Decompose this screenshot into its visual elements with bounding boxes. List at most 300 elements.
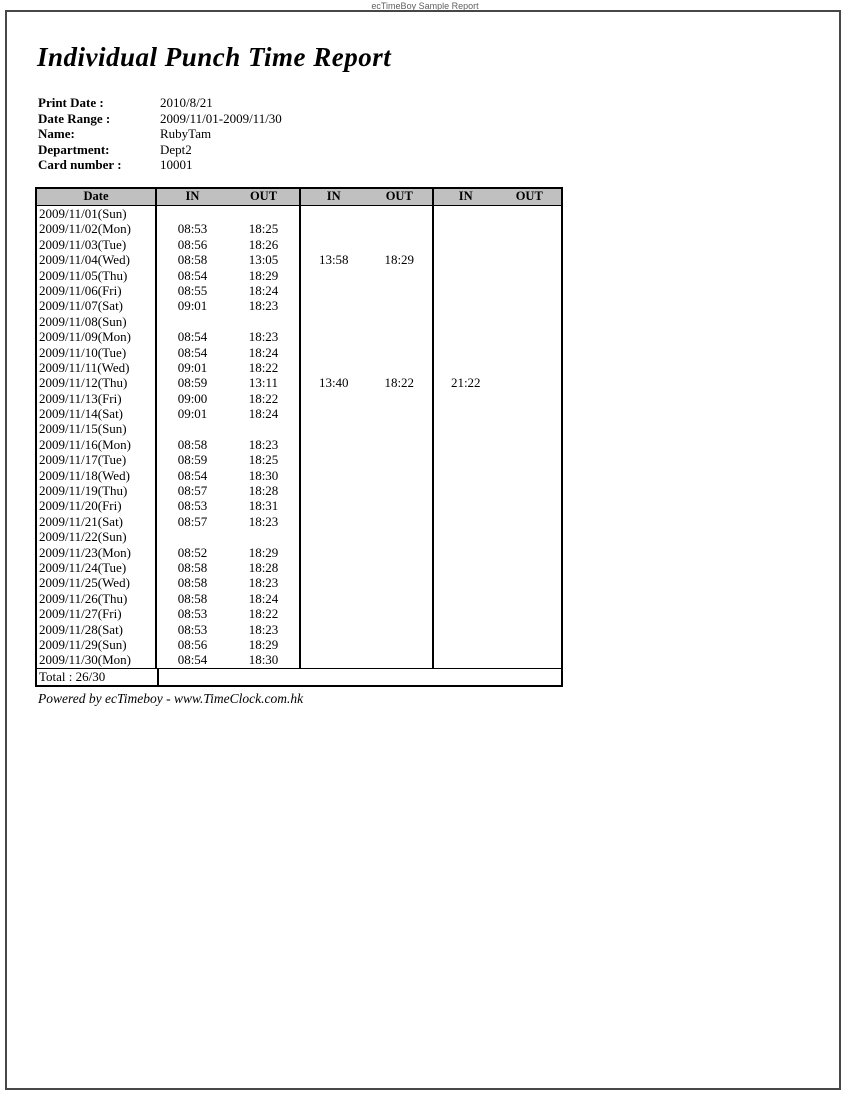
time-cell [498, 268, 562, 283]
time-cell [434, 206, 498, 221]
date-cell: 2009/11/28(Sat) [39, 621, 124, 637]
time-cell: 08:54 [177, 344, 208, 360]
punch-group-3 [432, 345, 561, 360]
time-cell: 18:30 [248, 652, 279, 668]
time-cell [498, 468, 562, 483]
time-cell [228, 206, 299, 221]
time-cell [498, 575, 562, 590]
punch-group-3 [432, 329, 561, 344]
time-cell: 08:57 [177, 513, 208, 529]
time-cell: 18:29 [384, 252, 415, 268]
col-header-in-2: IN [326, 189, 341, 203]
punch-group-2 [299, 622, 432, 637]
time-cell [367, 529, 433, 544]
col-header-date: Date [83, 189, 109, 203]
table-row [37, 375, 561, 390]
punch-group-3 [432, 591, 561, 606]
table-row [37, 575, 561, 590]
time-cell [434, 529, 498, 544]
time-cell [301, 468, 367, 483]
time-cell [498, 652, 562, 667]
time-cell [301, 283, 367, 298]
time-cell [367, 622, 433, 637]
time-cell [434, 652, 498, 667]
punch-group-3 [432, 498, 561, 513]
time-cell: 18:31 [248, 498, 279, 514]
time-cell [498, 360, 562, 375]
time-cell [301, 360, 367, 375]
date-cell: 2009/11/18(Wed) [39, 467, 130, 483]
punch-group-2 [299, 545, 432, 560]
time-cell [434, 421, 498, 436]
time-cell: 18:25 [248, 452, 279, 468]
time-cell [301, 622, 367, 637]
info-value: 2009/11/01-2009/11/30 [160, 110, 282, 126]
table-row [37, 622, 561, 637]
info-value: RubyTam [160, 126, 212, 142]
time-cell: 08:58 [177, 252, 208, 268]
time-cell [301, 498, 367, 513]
time-cell: 13:40 [318, 375, 349, 391]
table-row [37, 237, 561, 252]
time-cell [498, 283, 562, 298]
report-info [38, 95, 282, 173]
punch-group-3 [432, 529, 561, 544]
time-cell [301, 514, 367, 529]
punch-group-3 [432, 221, 561, 236]
time-cell [434, 237, 498, 252]
time-cell: 08:57 [177, 483, 208, 499]
time-cell [367, 360, 433, 375]
time-cell [367, 406, 433, 421]
date-cell: 2009/11/03(Tue) [39, 236, 127, 252]
table-row [37, 545, 561, 560]
time-cell [301, 268, 367, 283]
time-cell [301, 483, 367, 498]
table-row [37, 360, 561, 375]
time-cell [367, 514, 433, 529]
time-cell: 08:56 [177, 636, 208, 652]
info-value: 10001 [160, 157, 193, 173]
time-cell [498, 529, 562, 544]
time-cell [301, 560, 367, 575]
time-cell [498, 622, 562, 637]
time-cell: 08:59 [177, 452, 208, 468]
date-cell: 2009/11/14(Sat) [39, 406, 124, 422]
date-cell: 2009/11/08(Sun) [39, 313, 127, 329]
time-cell [228, 529, 299, 544]
punch-group-2 [299, 283, 432, 298]
time-cell: 21:22 [450, 375, 481, 391]
table-row [37, 637, 561, 652]
time-cell: 09:00 [177, 390, 208, 406]
punch-group-2 [299, 375, 432, 390]
date-cell: 2009/11/06(Fri) [39, 282, 122, 298]
time-cell [434, 606, 498, 621]
date-cell: 2009/11/10(Tue) [39, 344, 127, 360]
time-cell [301, 437, 367, 452]
time-cell [367, 314, 433, 329]
table-row [37, 252, 561, 267]
punch-group-1 [155, 375, 299, 390]
col-header-out-2: OUT [385, 189, 413, 203]
table-body [37, 206, 561, 668]
date-cell: 2009/11/05(Thu) [39, 267, 128, 283]
time-cell [434, 452, 498, 467]
table-header-row [37, 189, 561, 206]
time-cell: 08:58 [177, 559, 208, 575]
time-cell [367, 652, 433, 667]
time-cell [498, 483, 562, 498]
time-cell: 08:54 [177, 329, 208, 345]
time-cell: 18:23 [248, 575, 279, 591]
time-cell [498, 314, 562, 329]
table-row [37, 483, 561, 498]
time-cell [498, 345, 562, 360]
date-cell: 2009/11/04(Wed) [39, 252, 130, 268]
header-group-3 [432, 189, 561, 205]
time-cell [498, 606, 562, 621]
punch-group-1 [155, 560, 299, 575]
time-cell [367, 498, 433, 513]
punch-group-3 [432, 622, 561, 637]
punch-group-2 [299, 237, 432, 252]
time-cell [301, 575, 367, 590]
date-cell: 2009/11/13(Fri) [39, 390, 122, 406]
time-cell: 09:01 [177, 298, 208, 314]
punch-group-1 [155, 314, 299, 329]
punch-group-1 [155, 360, 299, 375]
punch-group-1 [155, 345, 299, 360]
punch-group-1 [155, 252, 299, 267]
time-cell [367, 268, 433, 283]
punch-group-3 [432, 637, 561, 652]
table-row [37, 268, 561, 283]
table-row [37, 529, 561, 544]
punch-group-3 [432, 360, 561, 375]
time-cell [367, 221, 433, 236]
time-cell [301, 637, 367, 652]
time-cell [498, 206, 562, 221]
time-cell [367, 206, 433, 221]
date-cell: 2009/11/11(Wed) [39, 359, 130, 375]
punch-table [35, 187, 563, 687]
time-cell: 09:01 [177, 406, 208, 422]
info-label: Card number : [38, 157, 122, 173]
time-cell [157, 314, 228, 329]
punch-group-2 [299, 606, 432, 621]
table-row [37, 314, 561, 329]
punch-group-3 [432, 206, 561, 221]
page-title: Individual Punch Time Report [37, 42, 392, 72]
time-cell: 08:53 [177, 606, 208, 622]
punch-group-1 [155, 468, 299, 483]
date-cell: 2009/11/09(Mon) [39, 329, 131, 345]
time-cell: 18:24 [248, 406, 279, 422]
time-cell: 08:58 [177, 575, 208, 591]
time-cell: 18:24 [248, 344, 279, 360]
punch-group-1 [155, 221, 299, 236]
punch-group-3 [432, 514, 561, 529]
time-cell: 08:54 [177, 652, 208, 668]
time-cell: 08:53 [177, 498, 208, 514]
punch-group-1 [155, 514, 299, 529]
time-cell [367, 437, 433, 452]
punch-group-2 [299, 529, 432, 544]
punch-group-2 [299, 406, 432, 421]
time-cell [498, 514, 562, 529]
info-row [38, 111, 282, 127]
time-cell: 18:26 [248, 236, 279, 252]
punch-group-2 [299, 560, 432, 575]
table-row [37, 437, 561, 452]
time-cell: 08:53 [177, 221, 208, 237]
date-cell: 2009/11/17(Tue) [39, 452, 127, 468]
time-cell [434, 514, 498, 529]
punch-group-3 [432, 483, 561, 498]
table-row [37, 391, 561, 406]
punch-group-2 [299, 468, 432, 483]
date-cell: 2009/11/22(Sun) [39, 529, 127, 545]
time-cell: 18:23 [248, 513, 279, 529]
time-cell: 18:29 [248, 267, 279, 283]
time-cell: 08:58 [177, 590, 208, 606]
table-row [37, 514, 561, 529]
date-cell: 2009/11/15(Sun) [39, 421, 127, 437]
time-cell [367, 452, 433, 467]
punch-group-3 [432, 468, 561, 483]
time-cell [498, 591, 562, 606]
header-group-1 [155, 189, 299, 205]
time-cell [434, 437, 498, 452]
time-cell [301, 421, 367, 436]
punch-group-3 [432, 252, 561, 267]
time-cell [434, 406, 498, 421]
punch-group-2 [299, 345, 432, 360]
footer-credit: Powered by ecTimeboy - www.TimeClock.com.hk [38, 691, 304, 706]
punch-group-2 [299, 329, 432, 344]
time-cell: 13:05 [248, 252, 279, 268]
punch-group-2 [299, 268, 432, 283]
punch-group-3 [432, 545, 561, 560]
time-cell [157, 421, 228, 436]
time-cell [228, 314, 299, 329]
time-cell [434, 298, 498, 313]
punch-group-1 [155, 437, 299, 452]
date-cell: 2009/11/24(Tue) [39, 559, 127, 575]
punch-group-2 [299, 591, 432, 606]
punch-group-2 [299, 575, 432, 590]
time-cell: 18:23 [248, 329, 279, 345]
table-row [37, 221, 561, 236]
punch-group-2 [299, 483, 432, 498]
time-cell: 08:53 [177, 621, 208, 637]
punch-group-1 [155, 575, 299, 590]
info-label: Name: [38, 126, 75, 142]
table-row [37, 283, 561, 298]
time-cell [434, 483, 498, 498]
info-row [38, 95, 282, 111]
time-cell [434, 314, 498, 329]
table-row [37, 452, 561, 467]
date-cell: 2009/11/12(Thu) [39, 375, 128, 391]
time-cell [301, 545, 367, 560]
table-total-row [37, 668, 561, 685]
info-value: Dept2 [160, 141, 192, 157]
time-cell [301, 237, 367, 252]
time-cell [434, 468, 498, 483]
date-cell: 2009/11/23(Mon) [39, 544, 131, 560]
punch-group-3 [432, 375, 561, 390]
punch-group-3 [432, 391, 561, 406]
punch-group-3 [432, 314, 561, 329]
time-cell [498, 560, 562, 575]
punch-group-2 [299, 298, 432, 313]
punch-group-2 [299, 498, 432, 513]
time-cell [498, 545, 562, 560]
punch-group-1 [155, 483, 299, 498]
time-cell [498, 437, 562, 452]
time-cell [301, 606, 367, 621]
punch-group-2 [299, 437, 432, 452]
date-cell: 2009/11/27(Fri) [39, 606, 122, 622]
time-cell [367, 345, 433, 360]
info-label: Department: [38, 141, 110, 157]
info-label: Print Date : [38, 95, 104, 110]
time-cell: 18:23 [248, 621, 279, 637]
punch-group-1 [155, 391, 299, 406]
punch-group-2 [299, 421, 432, 436]
time-cell: 08:59 [177, 375, 208, 391]
time-cell [498, 637, 562, 652]
time-cell [367, 283, 433, 298]
time-cell [498, 498, 562, 513]
table-row [37, 345, 561, 360]
punch-group-2 [299, 652, 432, 667]
time-cell: 18:22 [248, 606, 279, 622]
punch-group-1 [155, 406, 299, 421]
time-cell [301, 391, 367, 406]
time-cell [367, 421, 433, 436]
time-cell [434, 391, 498, 406]
time-cell [498, 221, 562, 236]
time-cell [301, 329, 367, 344]
punch-group-1 [155, 329, 299, 344]
punch-group-1 [155, 498, 299, 513]
punch-group-1 [155, 591, 299, 606]
time-cell: 13:11 [248, 375, 279, 391]
punch-group-2 [299, 452, 432, 467]
time-cell [434, 498, 498, 513]
time-cell [301, 652, 367, 667]
time-cell [434, 637, 498, 652]
table-row [37, 298, 561, 313]
time-cell [367, 391, 433, 406]
time-cell: 08:52 [177, 544, 208, 560]
table-row [37, 468, 561, 483]
date-cell: 2009/11/16(Mon) [39, 436, 131, 452]
time-cell [367, 575, 433, 590]
date-cell: 2009/11/01(Sun) [39, 206, 127, 221]
table-row [37, 498, 561, 513]
punch-group-3 [432, 237, 561, 252]
time-cell [301, 591, 367, 606]
date-cell: 2009/11/07(Sat) [39, 298, 124, 314]
time-cell: 18:22 [248, 390, 279, 406]
header-group-2 [299, 189, 432, 205]
punch-group-1 [155, 206, 299, 221]
time-cell [367, 606, 433, 621]
time-cell [228, 421, 299, 436]
date-cell: 2009/11/02(Mon) [39, 221, 131, 237]
time-cell [498, 252, 562, 267]
time-cell [367, 298, 433, 313]
time-cell [498, 237, 562, 252]
time-cell [434, 268, 498, 283]
time-cell [434, 622, 498, 637]
punch-group-2 [299, 360, 432, 375]
punch-group-1 [155, 283, 299, 298]
punch-group-3 [432, 575, 561, 590]
punch-group-2 [299, 206, 432, 221]
time-cell [367, 468, 433, 483]
table-row [37, 406, 561, 421]
time-cell: 09:01 [177, 359, 208, 375]
punch-group-2 [299, 637, 432, 652]
date-cell: 2009/11/25(Wed) [39, 575, 130, 591]
punch-group-3 [432, 421, 561, 436]
table-row [37, 329, 561, 344]
print-header-title: ecTimeBoy Sample Report [371, 1, 479, 11]
info-value: 2010/8/21 [160, 95, 213, 110]
punch-group-1 [155, 421, 299, 436]
time-cell [367, 560, 433, 575]
punch-group-1 [155, 298, 299, 313]
time-cell [367, 637, 433, 652]
punch-group-3 [432, 298, 561, 313]
punch-group-2 [299, 314, 432, 329]
time-cell [301, 206, 367, 221]
info-row [38, 142, 282, 158]
time-cell: 18:24 [248, 282, 279, 298]
col-header-in-3: IN [458, 189, 473, 203]
time-cell: 08:54 [177, 267, 208, 283]
time-cell [498, 329, 562, 344]
date-cell: 2009/11/21(Sat) [39, 513, 124, 529]
time-cell [498, 406, 562, 421]
time-cell [301, 298, 367, 313]
table-row [37, 206, 561, 221]
table-row [37, 606, 561, 621]
punch-group-1 [155, 606, 299, 621]
date-cell: 2009/11/30(Mon) [39, 652, 131, 668]
col-header-out-3: OUT [515, 189, 543, 203]
punch-group-3 [432, 452, 561, 467]
time-cell [367, 329, 433, 344]
punch-group-3 [432, 406, 561, 421]
time-cell [367, 545, 433, 560]
time-cell [498, 391, 562, 406]
punch-group-1 [155, 529, 299, 544]
time-cell [498, 375, 562, 390]
total-empty-cell [159, 669, 561, 685]
time-cell [367, 483, 433, 498]
date-cell: 2009/11/19(Thu) [39, 483, 128, 499]
time-cell [434, 560, 498, 575]
total-label: Total : 26/30 [37, 669, 159, 685]
punch-group-3 [432, 652, 561, 667]
time-cell [367, 591, 433, 606]
